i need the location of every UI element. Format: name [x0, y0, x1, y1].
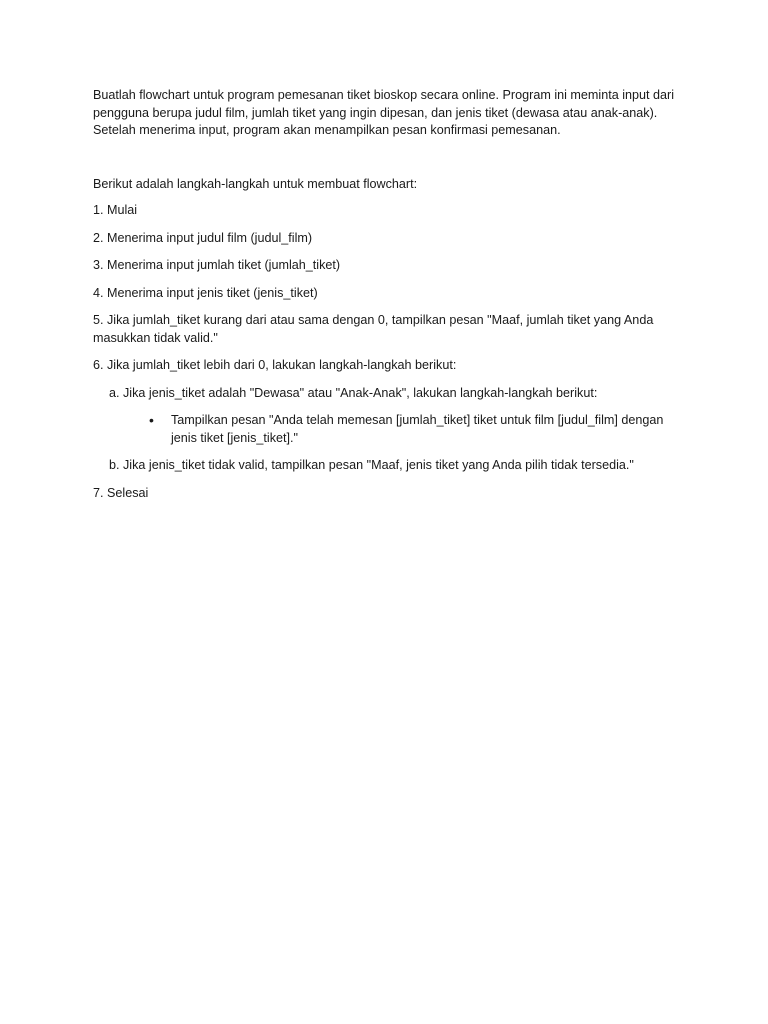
step-4: 4. Menerima input jenis tiket (jenis_tiket)	[93, 285, 318, 300]
substep-b: b. Jika jenis_tiket tidak valid, tampilkan pesan "Maaf, jenis tiket yang Anda pilih tidak tersedia."	[109, 458, 634, 472]
steps-intro: Berikut adalah langkah-langkah untuk membuat flowchart:	[93, 176, 418, 191]
bullet-item	[147, 412, 683, 447]
step-2: 2. Menerima input judul film (judul_film)	[93, 230, 313, 245]
step-7: 7. Selesai	[93, 485, 149, 500]
substep-a: a. Jika jenis_tiket adalah "Dewasa" atau "Anak-Anak", lakukan langkah-langkah berikut:	[109, 385, 598, 400]
bullet-text: Tampilkan pesan "Anda telah memesan [jumlah_tiket] tiket untuk film [judul_film] dengan jenis tiket [jenis_tiket]."	[171, 413, 664, 445]
bullet-icon: •	[149, 412, 154, 428]
step-6: 6. Jika jumlah_tiket lebih dari 0, lakukan langkah-langkah berikut:	[93, 358, 457, 372]
step-1: 1. Mulai	[93, 203, 138, 217]
intro-paragraph: Buatlah flowchart untuk program pemesanan tiket bioskop secara online. Program ini meminta input dari pengguna berupa judul film, jumlah tiket yang ingin dipesan, dan jenis tiket (dewasa atau anak-anak). Setelah menerima input, program akan menampilkan pesan konfirmasi pemesanan.	[93, 88, 675, 137]
step-3: 3. Menerima input jumlah tiket (jumlah_tiket)	[93, 258, 341, 272]
step-5: 5. Jika jumlah_tiket kurang dari atau sama dengan 0, tampilkan pesan "Maaf, jumlah tiket yang Anda masukkan tidak valid."	[93, 313, 654, 345]
document-page	[93, 87, 683, 502]
